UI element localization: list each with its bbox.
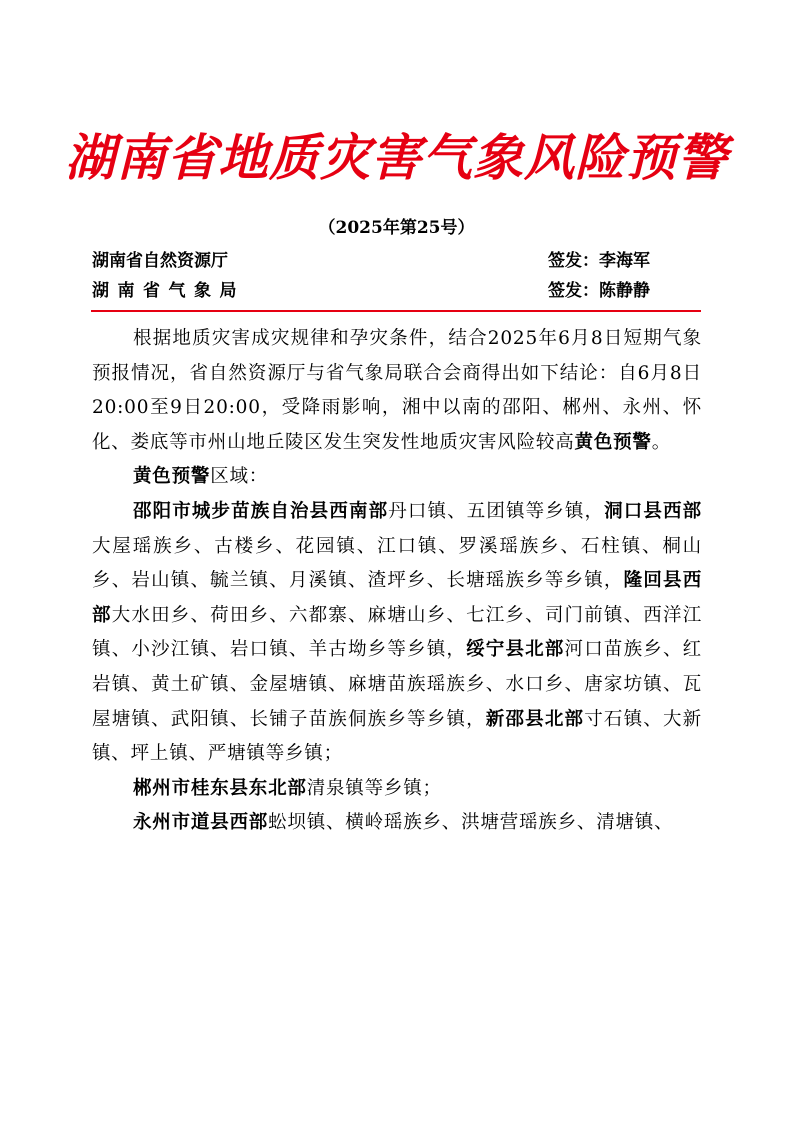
region-towns: 大屋瑶族乡、古楼乡、花园镇、江口镇、罗溪瑶族乡、石柱镇、桐山乡、岩山镇、毓兰镇、月溪镇、渣坪乡、长塘瑶族乡等乡镇， <box>92 535 702 592</box>
agency-name-natural-resources: 湖南省自然资源厅 <box>92 251 228 271</box>
region-name: 新邵县北部 <box>485 708 585 730</box>
signer-meteorology: 签发：陈静静 <box>548 281 650 301</box>
yongzhou-paragraph <box>92 806 702 841</box>
region-towns: 清泉镇等乡镇； <box>306 777 442 799</box>
region-towns: 蚣坝镇、横岭瑶族乡、洪塘营瑶族乡、清塘镇、 <box>268 812 674 834</box>
region-name: 永州市道县西部 <box>133 812 269 834</box>
red-divider <box>91 310 701 312</box>
document-title: 湖南省地质灾害气象风险预警 <box>65 128 728 187</box>
region-name: 邵阳市城步苗族自治县西南部 <box>133 500 389 522</box>
zone-heading: 黄色预警区域： <box>133 466 269 488</box>
region-name: 郴州市桂东县东北部 <box>133 777 307 799</box>
chenzhou-paragraph <box>92 772 702 807</box>
region-towns: 大水田乡、荷田乡、六都寨、麻塘山乡、七江乡、司门前镇、西洋江镇、小沙江镇、岩口镇、羊古坳乡等乡镇， <box>92 604 702 661</box>
agency-name-meteorology: 湖南省气象局 <box>92 281 245 301</box>
shaoyang-paragraph <box>92 495 702 772</box>
intro-paragraph: 根据地质灾害成灾规律和孕灾条件，结合2025年6月8日短期气象预报情况，省自然资源厅与省气象局联合会商得出如下结论：自6月8日20:00至9日20:00，受降雨影响，湘中以南的邵阳、郴州、永州、怀化、娄底等市州山地丘陵区发生突发性地质灾害风险较高黄色预警。 <box>92 328 702 453</box>
region-name: 隆回县西部 <box>92 570 702 626</box>
region-name: 洞口县西部 <box>604 500 702 522</box>
issue-number: （2025年第25号） <box>318 218 475 238</box>
warning-level: 黄色预警 <box>574 431 652 453</box>
document-body <box>92 322 702 841</box>
signer-natural-resources: 签发：李海军 <box>548 251 650 271</box>
region-name: 绥宁县北部 <box>466 639 565 661</box>
region-towns: 河口苗族乡、红岩镇、黄土矿镇、金屋塘镇、麻塘苗族瑶族乡、水口乡、唐家坊镇、瓦屋塘镇、武阳镇、长铺子苗族侗族乡等乡镇， <box>92 639 702 730</box>
region-towns: 寸石镇、大新镇、坪上镇、严塘镇等乡镇； <box>92 708 702 765</box>
region-towns: 丹口镇、五团镇等乡镇， <box>388 500 605 522</box>
